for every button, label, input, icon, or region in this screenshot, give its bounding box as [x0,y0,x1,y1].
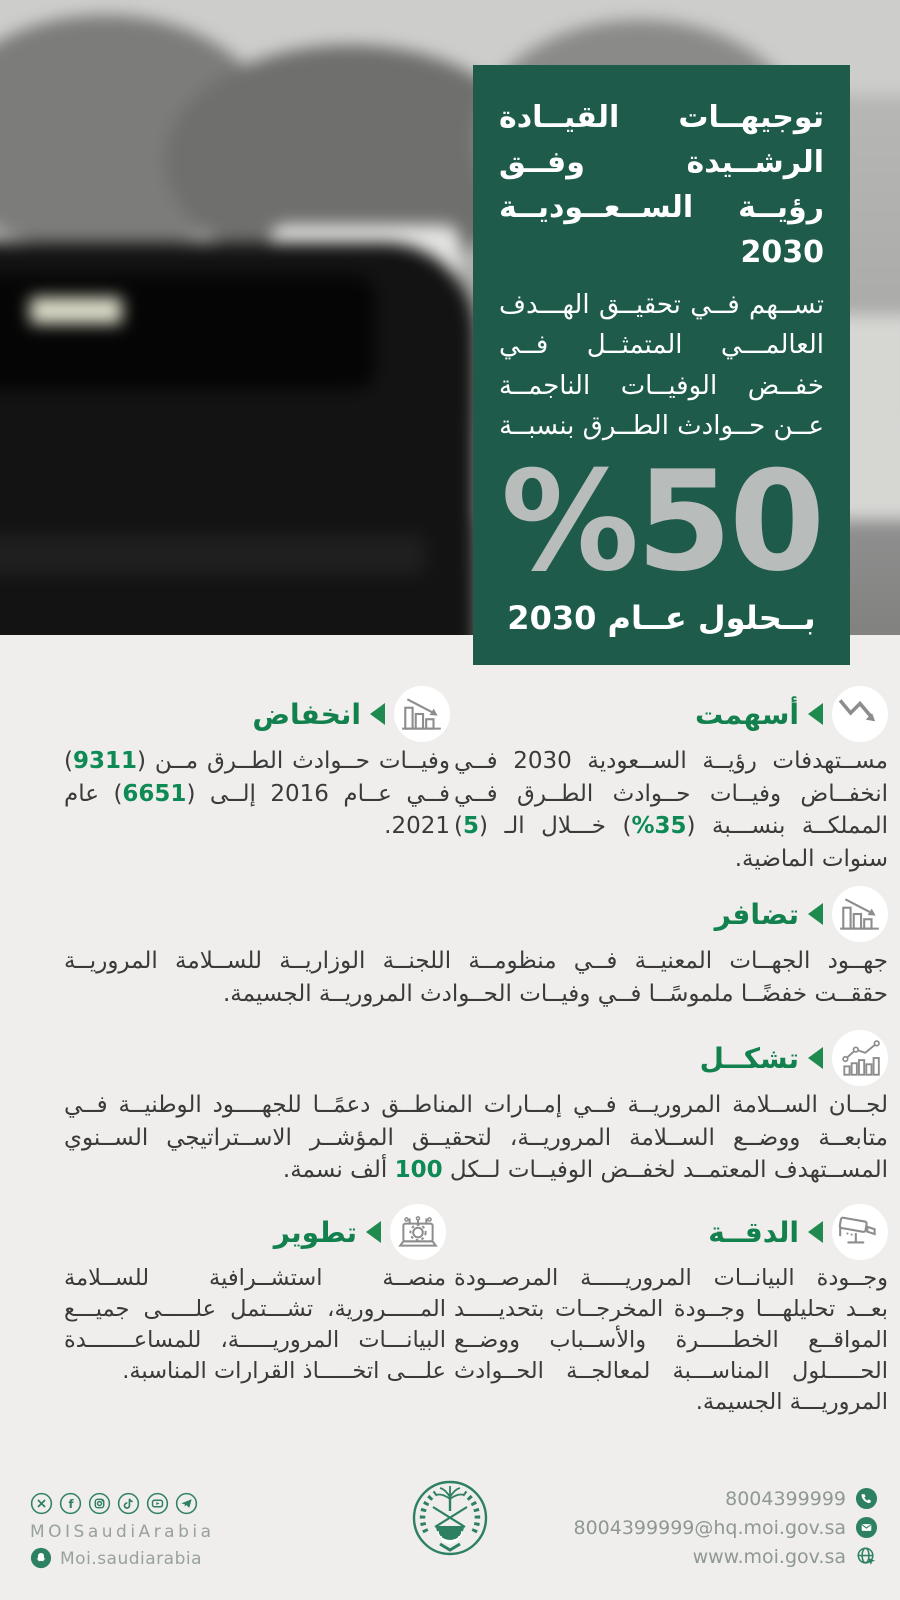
section-pointer-icon [808,703,823,725]
x-icon[interactable] [30,1492,53,1515]
section-body: وفيــات حــوادث الطــرق مــن (9311) فــي عــام 2016 إلــى (6651) عام 2021. [64,748,450,840]
website-url: www.moi.gov.sa [692,1545,846,1568]
email-contact[interactable] [573,1516,878,1539]
section-slot [64,1030,888,1187]
phone-icon [855,1487,878,1510]
section-title: تطوير [273,1215,357,1249]
section-slot [64,1204,446,1387]
section-header [64,886,888,942]
monitor-gear-icon [390,1204,446,1260]
hero-deadline: بــحلول عــام 2030 [507,599,816,638]
section-body: وجــودة البيانــات المروريـــــة المرصــودة بعــد تحليلهـــا وجــودة المخرجــات بتحديـــــد المواقــع الخطـــــرة والأســباب ووضــع الحـــــلول المناســـبة لمعالجــة الحــوادث المروريـــة الجسيمة. [454,1265,888,1416]
section-title: تضافر [714,897,799,931]
section-title: انخفاض [252,697,361,731]
section-body: منصــة استشــرافية للســلامة المـــــرورية، تشـــتمل علـــــى جميـــع البيانـــات المروريـــــة، للمساعـــــــدة علـــى اتخـــــاذ القرارات المناسبة. [64,1265,446,1385]
hero-stat-50-percent: %50 [500,441,823,603]
section-pointer-icon [366,1221,381,1243]
website-contact[interactable] [693,1545,878,1568]
cctv-camera-icon [832,1204,888,1260]
section-body: مســتهدفات رؤيــة الســعودية 2030 فــي انخفــاض وفيــات حــوادث الطــرق فــي المملكــة بنســـبة (35%) خـــلال الـ (5) سنوات الماضية. [454,748,888,872]
tiktok-icon[interactable] [117,1492,140,1515]
section-title: الدقــة [708,1215,799,1249]
section-body: لجــان الســلامة المروريــة فــي إمــارات المناطــق دعمًــا للجهــــود الوطنيــة فــي متابعــة ووضــع الســلامة المروريــة، لتحقيــق المؤشــر الاســتراتيجي الســنوي المســتهدف المعتمــد لخفــض الوفيــات لــكل 100 ألف نسمة. [64,1092,888,1184]
instagram-icon[interactable] [88,1492,111,1515]
section-pointer-icon [808,1047,823,1069]
section-slot [64,886,888,1010]
youtube-icon[interactable] [146,1492,169,1515]
section-pointer-icon [370,703,385,725]
telegram-icon[interactable] [175,1492,198,1515]
section-pointer-icon [808,903,823,925]
section-slot [64,686,450,843]
email-address: 8004399999@hq.moi.gov.sa [573,1516,846,1539]
section-header [64,1204,446,1260]
snapchat-icon [30,1547,53,1570]
contact-block [573,1487,878,1568]
section-header [64,1030,888,1086]
phone-number: 8004399999 [725,1487,846,1510]
trend-down-zigzag-icon [832,686,888,742]
email-icon [855,1516,878,1539]
section-header [64,686,450,742]
hero-subtitle: تســهم فــي تحقيــق الهـــدف العالمـــي المتمثــل فــي خفــض الوفيــات الناجمــة عــن حــوادث الطــرق بنسبــة [499,290,824,441]
hero-panel [473,65,850,665]
facebook-icon[interactable] [59,1492,82,1515]
section-body: جهــود الجهــات المعنيــة فــي منظومــة اللجنــة الوزاريــة للســلامة المروريــة حققــت خفضًــا ملموسًــا فــي وفيــات الحــوادث المروريــة الجسيمة. [64,948,888,1007]
section-title: تشكــل [699,1041,799,1075]
social-handle[interactable]: MOISaudiArabia [30,1522,215,1542]
snapchat-handle: Moi.saudiarabia [60,1548,203,1569]
svg-text:f: f [68,1497,74,1512]
bar-chart-decline-icon [832,886,888,942]
bar-chart-decline-icon [394,686,450,742]
hero-title: توجيهــات القيــادة الرشــيدة وفــق رؤيــة الســعــوديــة 2030 [499,100,824,270]
social-icons-row [30,1492,215,1515]
globe-cursor-icon [855,1545,878,1568]
snapchat-row[interactable] [30,1547,215,1570]
section-header [454,686,888,742]
section-slot [454,686,888,876]
moi-emblem [410,1476,490,1564]
section-header [454,1204,888,1260]
line-chart-rise-icon [832,1030,888,1086]
section-pointer-icon [808,1221,823,1243]
footer [0,1480,900,1600]
section-title: أسهمت [694,697,799,731]
section-slot [454,1204,888,1418]
phone-contact[interactable] [725,1487,878,1510]
social-block [30,1492,215,1570]
